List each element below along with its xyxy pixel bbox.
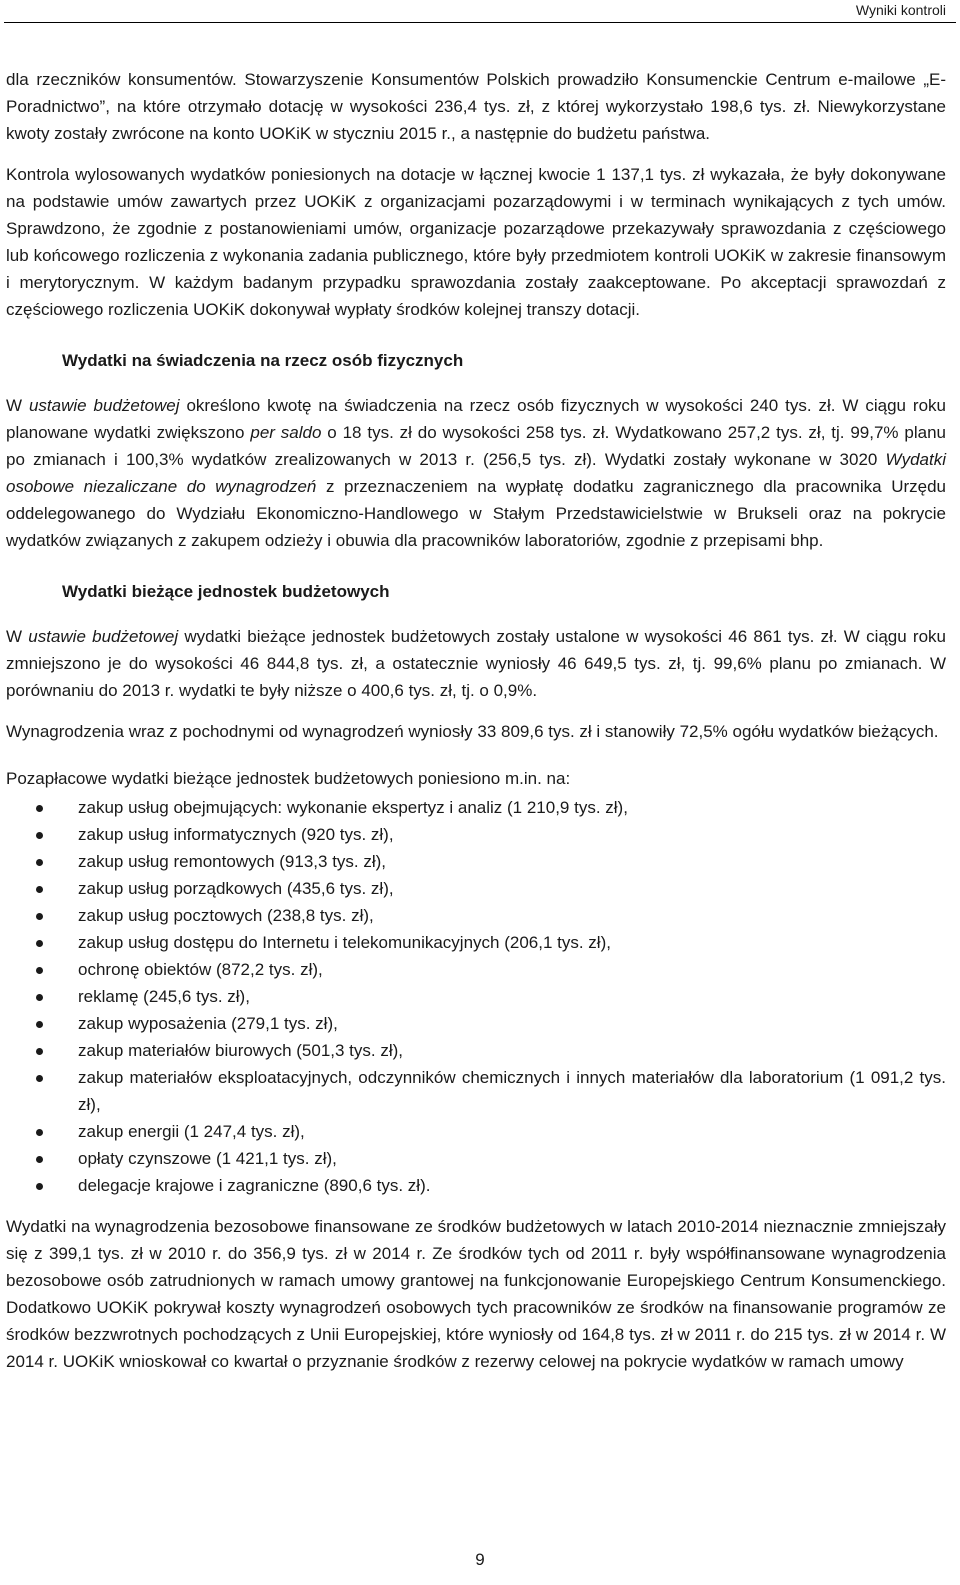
list-item [6, 929, 946, 956]
p4-text-c: wydatki bieżące jednostek budżetowych zostały ustalone w wysokości 46 861 tys. zł. W ciągu roku zmniejszono je do wysokości 46 844,8 tys. zł, a ostatecznie wyniosły 46 649,5 tys. zł, tj. 99,6% planu po zmianach. W porównaniu do 2013 r. wydatki te były niższe o 400,6 tys. zł, tj. o 0,9%. [6, 627, 946, 700]
list-item [6, 848, 946, 875]
list-item [6, 1010, 946, 1037]
list-item-text: zakup materiałów biurowych (501,3 tys. zł), [78, 1041, 404, 1060]
p3-text-e: o 18 tys. zł do wysokości 258 tys. zł. Wydatkowano 257,2 tys. zł, tj. 99,7% planu po zmianach i 100,3% wydatków zrealizowanych w 2013 r. (256,5 tys. zł). Wydatki zostały wykonane w 3020 [6, 423, 946, 469]
p3-text-c: określono kwotę na świadczenia na rzecz osób fizycznych w wysokości 240 tys. zł. W ciągu roku planowane wydatki zwiększono [6, 396, 946, 442]
list-item-text: zakup usług porządkowych (435,6 tys. zł), [78, 879, 394, 898]
p3-text-g: z przeznaczeniem na wypłatę dodatku zagranicznego dla pracownika Urzędu oddelegowanego do Wydziału Ekonomiczno-Handlowego w Stałym Przedstawicielstwie w Brukseli oraz na pokrycie wydatków związanych z zakupem odzieży i obuwia dla pracowników laboratoriów, zgodnie z przepisami bhp. [6, 477, 946, 550]
p4-text-a: W [6, 627, 29, 646]
bullet-icon [36, 913, 43, 920]
bullet-icon [36, 1156, 43, 1163]
page-header [0, 0, 960, 30]
list-item-text: zakup usług informatycznych (920 tys. zł), [78, 825, 394, 844]
list-item-text: reklamę (245,6 tys. zł), [78, 987, 250, 1006]
list-item [6, 1037, 946, 1064]
list-item-text: zakup energii (1 247,4 tys. zł), [78, 1122, 305, 1141]
paragraph-5: Wynagrodzenia wraz z pochodnymi od wynagrodzeń wyniosły 33 809,6 tys. zł i stanowiły 72,5% ogółu wydatków bieżących. [6, 722, 939, 741]
section-heading-2: Wydatki bieżące jednostek budżetowych [62, 582, 390, 601]
bullet-icon [36, 832, 43, 839]
list-item-text: zakup usług dostępu do Internetu i telekomunikacyjnych (206,1 tys. zł), [78, 933, 611, 952]
bullet-icon [36, 886, 43, 893]
paragraph-6: Pozapłacowe wydatki bieżące jednostek budżetowych poniesiono m.in. na: [6, 769, 571, 788]
paragraph-3 [6, 392, 946, 554]
list-item-text: opłaty czynszowe (1 421,1 tys. zł), [78, 1149, 337, 1168]
paragraph-7: Wydatki na wynagrodzenia bezosobowe finansowane ze środków budżetowych w latach 2010-2014 nieznacznie zmniejszały się z 399,1 tys. zł w 2010 r. do 356,9 tys. zł w 2014 r. Ze środków tych od 2011 r. były współfinansowane wynagrodzenia bezosobowe osób zatrudnionych w ramach umowy grantowej na funkcjonowanie Europejskiego Centrum Konsumenckiego. Dodatkowo UOKiK pokrywał koszty wynagrodzeń osobowych tych pracowników ze środków na finansowanie programów ze środków bezzwrotnych pochodzących z Unii Europejskiej, które wyniosły od 164,8 tys. zł w 2011 r. do 215 tys. zł w 2014 r. W 2014 r. UOKiK wnioskował co kwartał o przyznanie środków z rezerwy celowej na pokrycie wydatków w ramach umowy [6, 1217, 946, 1371]
bullet-icon [36, 994, 43, 1001]
bullet-icon [36, 859, 43, 866]
header-rule [4, 22, 956, 23]
expense-list [6, 794, 946, 1199]
p3-italic-b: ustawie budżetowej [28, 396, 180, 415]
header-title: Wyniki kontroli [855, 2, 946, 18]
bullet-icon [36, 1075, 43, 1082]
paragraph-4 [6, 623, 946, 704]
list-item-text: zakup usług obejmujących: wykonanie ekspertyz i analiz (1 210,9 tys. zł), [78, 798, 628, 817]
list-item [6, 1118, 946, 1145]
p3-italic-f: Wydatki osobowe niezaliczane do wynagrodzeń [6, 450, 946, 496]
list-item-text: zakup usług remontowych (913,3 tys. zł), [78, 852, 387, 871]
list-item [6, 902, 946, 929]
list-item [6, 821, 946, 848]
section-heading-1: Wydatki na świadczenia na rzecz osób fizycznych [62, 351, 464, 370]
paragraph-2: Kontrola wylosowanych wydatków poniesionych na dotacje w łącznej kwocie 1 137,1 tys. zł wykazała, że były dokonywane na podstawie umów zawartych przez UOKiK z organizacjami pozarządowymi i w terminach wynikających z tych umów. Sprawdzono, że zgodnie z postanowieniami umów, organizacje pozarządowe przekazywały sprawozdania z częściowego lub końcowego rozliczenia z wykonania zadania publicznego, które były przedmiotem kontroli UOKiK w zakresie finansowym i merytorycznym. W każdym badanym przypadku sprawozdania zostały zaakceptowane. Po akceptacji sprawozdań z częściowego rozliczenia UOKiK dokonywał wypłaty środków kolejnej transzy dotacji. [6, 165, 946, 319]
bullet-icon [36, 1048, 43, 1055]
list-item-text: zakup materiałów eksploatacyjnych, odczynników chemicznych i innych materiałów dla laboratorium (1 091,2 tys. zł), [78, 1068, 946, 1114]
paragraph-1: dla rzeczników konsumentów. Stowarzyszenie Konsumentów Polskich prowadziło Konsumenckie Centrum e-mailowe „E-Poradnictwo”, na które otrzymało dotację w wysokości 236,4 tys. zł, z której wykorzystało 198,6 tys. zł. Niewykorzystane kwoty zostały zwrócone na konto UOKiK w styczniu 2015 r., a następnie do budżetu państwa. [6, 70, 946, 143]
bullet-icon [36, 805, 43, 812]
list-item-text: delegacje krajowe i zagraniczne (890,6 tys. zł). [78, 1176, 431, 1195]
list-item [6, 956, 946, 983]
p3-text-a: W [6, 396, 29, 415]
list-item [6, 794, 946, 821]
list-item [6, 1172, 946, 1199]
list-item-text: zakup wyposażenia (279,1 tys. zł), [78, 1014, 338, 1033]
list-item [6, 983, 946, 1010]
list-item [6, 1064, 946, 1118]
list-item [6, 875, 946, 902]
p3-italic-d: per saldo [250, 423, 322, 442]
bullet-icon [36, 1021, 43, 1028]
document-body [6, 66, 946, 1375]
bullet-icon [36, 940, 43, 947]
bullet-icon [36, 967, 43, 974]
bullet-icon [36, 1129, 43, 1136]
list-item-text: zakup usług pocztowych (238,8 tys. zł), [78, 906, 374, 925]
list-item [6, 1145, 946, 1172]
page-number: 9 [475, 1550, 485, 1569]
p4-italic-b: ustawie budżetowej [28, 627, 179, 646]
bullet-icon [36, 1183, 43, 1190]
list-item-text: ochronę obiektów (872,2 tys. zł), [78, 960, 323, 979]
